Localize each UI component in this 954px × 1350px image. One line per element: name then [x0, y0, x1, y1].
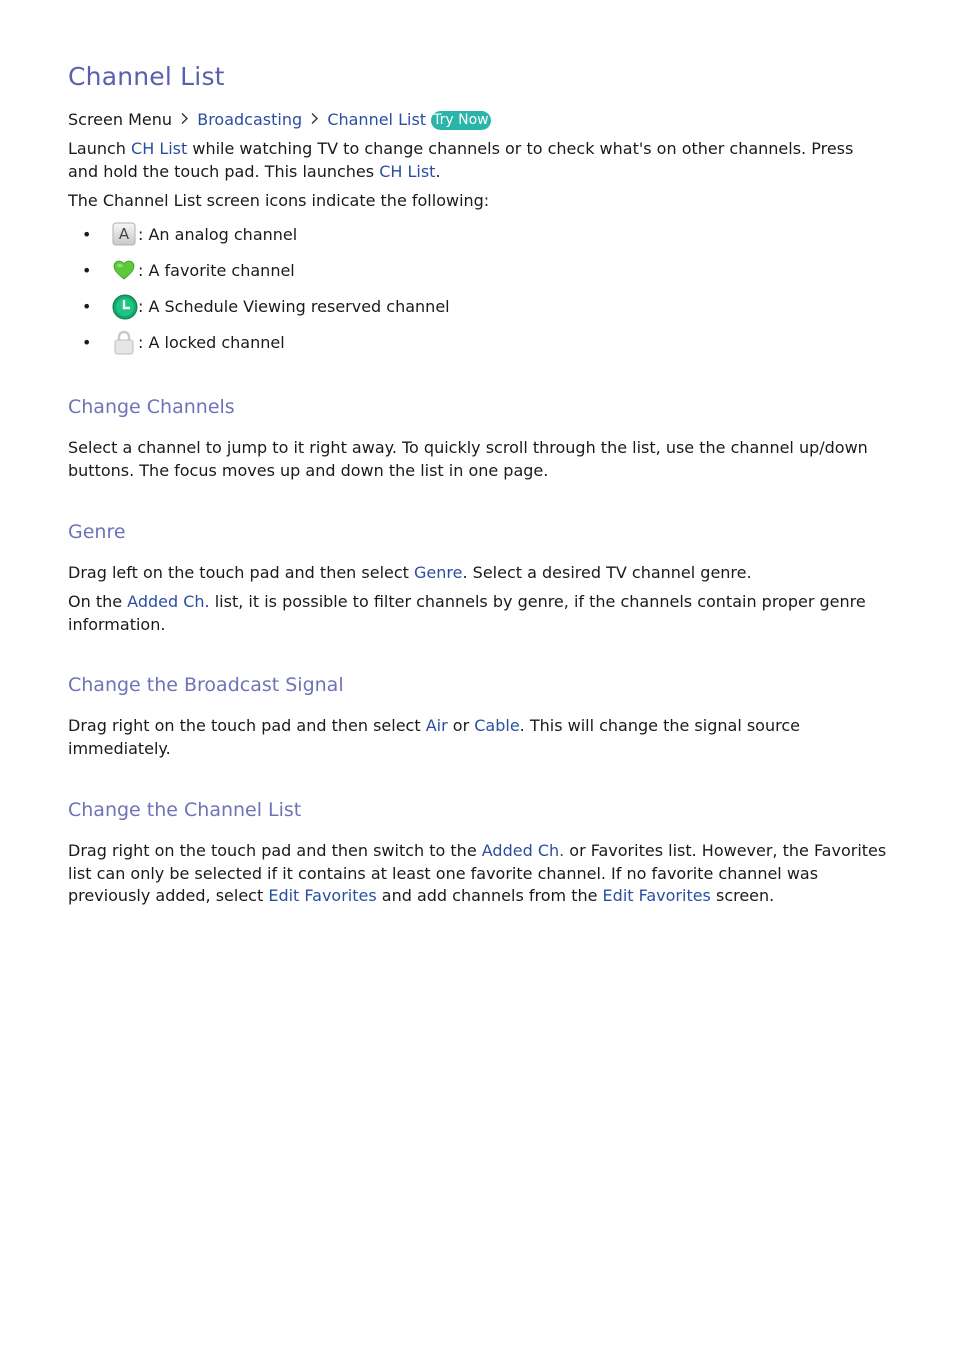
ch-list-link[interactable]: CH List — [379, 161, 436, 181]
signal-text: Drag right on the touch pad and then select — [68, 716, 426, 735]
chevron-right-icon — [310, 109, 319, 132]
intro-paragraph — [68, 138, 888, 183]
bullet: • — [82, 297, 92, 316]
genre-text: . Select a desired TV channel genre. — [462, 563, 752, 582]
channel-list-text: and add channels from the — [376, 886, 603, 905]
genre-paragraph-2 — [68, 591, 888, 636]
genre-text: On the — [68, 592, 128, 611]
bullet: • — [82, 333, 92, 352]
broadcast-signal-text — [68, 715, 888, 760]
locked-channel-label: : A locked channel — [138, 333, 285, 352]
channel-list-text: Drag right on the touch pad and then switch to the — [68, 841, 482, 860]
breadcrumb — [68, 109, 888, 132]
analog-channel-icon — [112, 222, 136, 246]
cable-link[interactable]: Cable — [474, 716, 520, 735]
change-channels-heading: Change Channels — [68, 396, 235, 418]
signal-text: . This will change the signal source immediately. — [68, 716, 800, 758]
change-channel-list-text — [68, 840, 888, 908]
bullet: • — [82, 225, 92, 244]
channel-list-text: screen. — [710, 886, 775, 905]
ch-list-link[interactable]: CH List — [131, 139, 188, 158]
favorite-channel-label: : A favorite channel — [138, 261, 295, 280]
bullet: • — [82, 261, 92, 280]
icons-intro: The Channel List screen icons indicate the following: — [68, 191, 490, 210]
signal-text: or — [447, 716, 475, 735]
change-channel-list-heading: Change the Channel List — [68, 799, 302, 821]
genre-paragraph-1 — [68, 562, 888, 585]
added-ch-link[interactable]: Added Ch. — [127, 592, 210, 611]
intro-text: Launch — [68, 139, 132, 158]
intro-text: while watching TV to change channels or to check what's on other channels. Press and hold the touch pad. This launches — [68, 139, 854, 181]
genre-heading: Genre — [68, 521, 126, 543]
edit-favorites-link[interactable]: Edit Favorites — [268, 886, 377, 905]
edit-favorites-link[interactable]: Edit Favorites — [602, 886, 711, 905]
clock-icon — [112, 294, 136, 318]
analog-glyph: A — [118, 225, 130, 243]
added-ch-link[interactable]: Added Ch. — [481, 841, 565, 860]
channel-list-text: or Favorites list. However, the Favorites list can only be selected if it contains at least one favorite channel. If no favorite channel was previously added, select — [68, 841, 887, 905]
breadcrumb-channel-list-link[interactable]: Channel List — [327, 110, 427, 129]
page-title: Channel List — [68, 62, 225, 91]
breadcrumb-broadcasting-link[interactable]: Broadcasting — [197, 110, 303, 129]
lock-icon — [112, 330, 136, 354]
intro-text: . — [435, 161, 441, 181]
genre-link[interactable]: Genre — [414, 563, 463, 582]
change-channels-text: Select a channel to jump to it right away. To quickly scroll through the list, use the channel up/down buttons. The focus moves up and down the list in one page. — [68, 438, 868, 480]
air-link[interactable]: Air — [425, 716, 448, 735]
try-now-button[interactable]: Try Now — [433, 112, 489, 128]
chevron-right-icon — [180, 109, 189, 132]
broadcast-signal-heading: Change the Broadcast Signal — [68, 674, 344, 696]
analog-channel-label: : An analog channel — [138, 225, 298, 244]
breadcrumb-root: Screen Menu — [68, 110, 173, 129]
genre-text: list, it is possible to filter channels by genre, if the channels contain proper genre information. — [68, 592, 866, 634]
heart-icon — [112, 258, 136, 282]
genre-text: Drag left on the touch pad and then select — [68, 563, 415, 582]
schedule-channel-label: : A Schedule Viewing reserved channel — [138, 297, 450, 316]
